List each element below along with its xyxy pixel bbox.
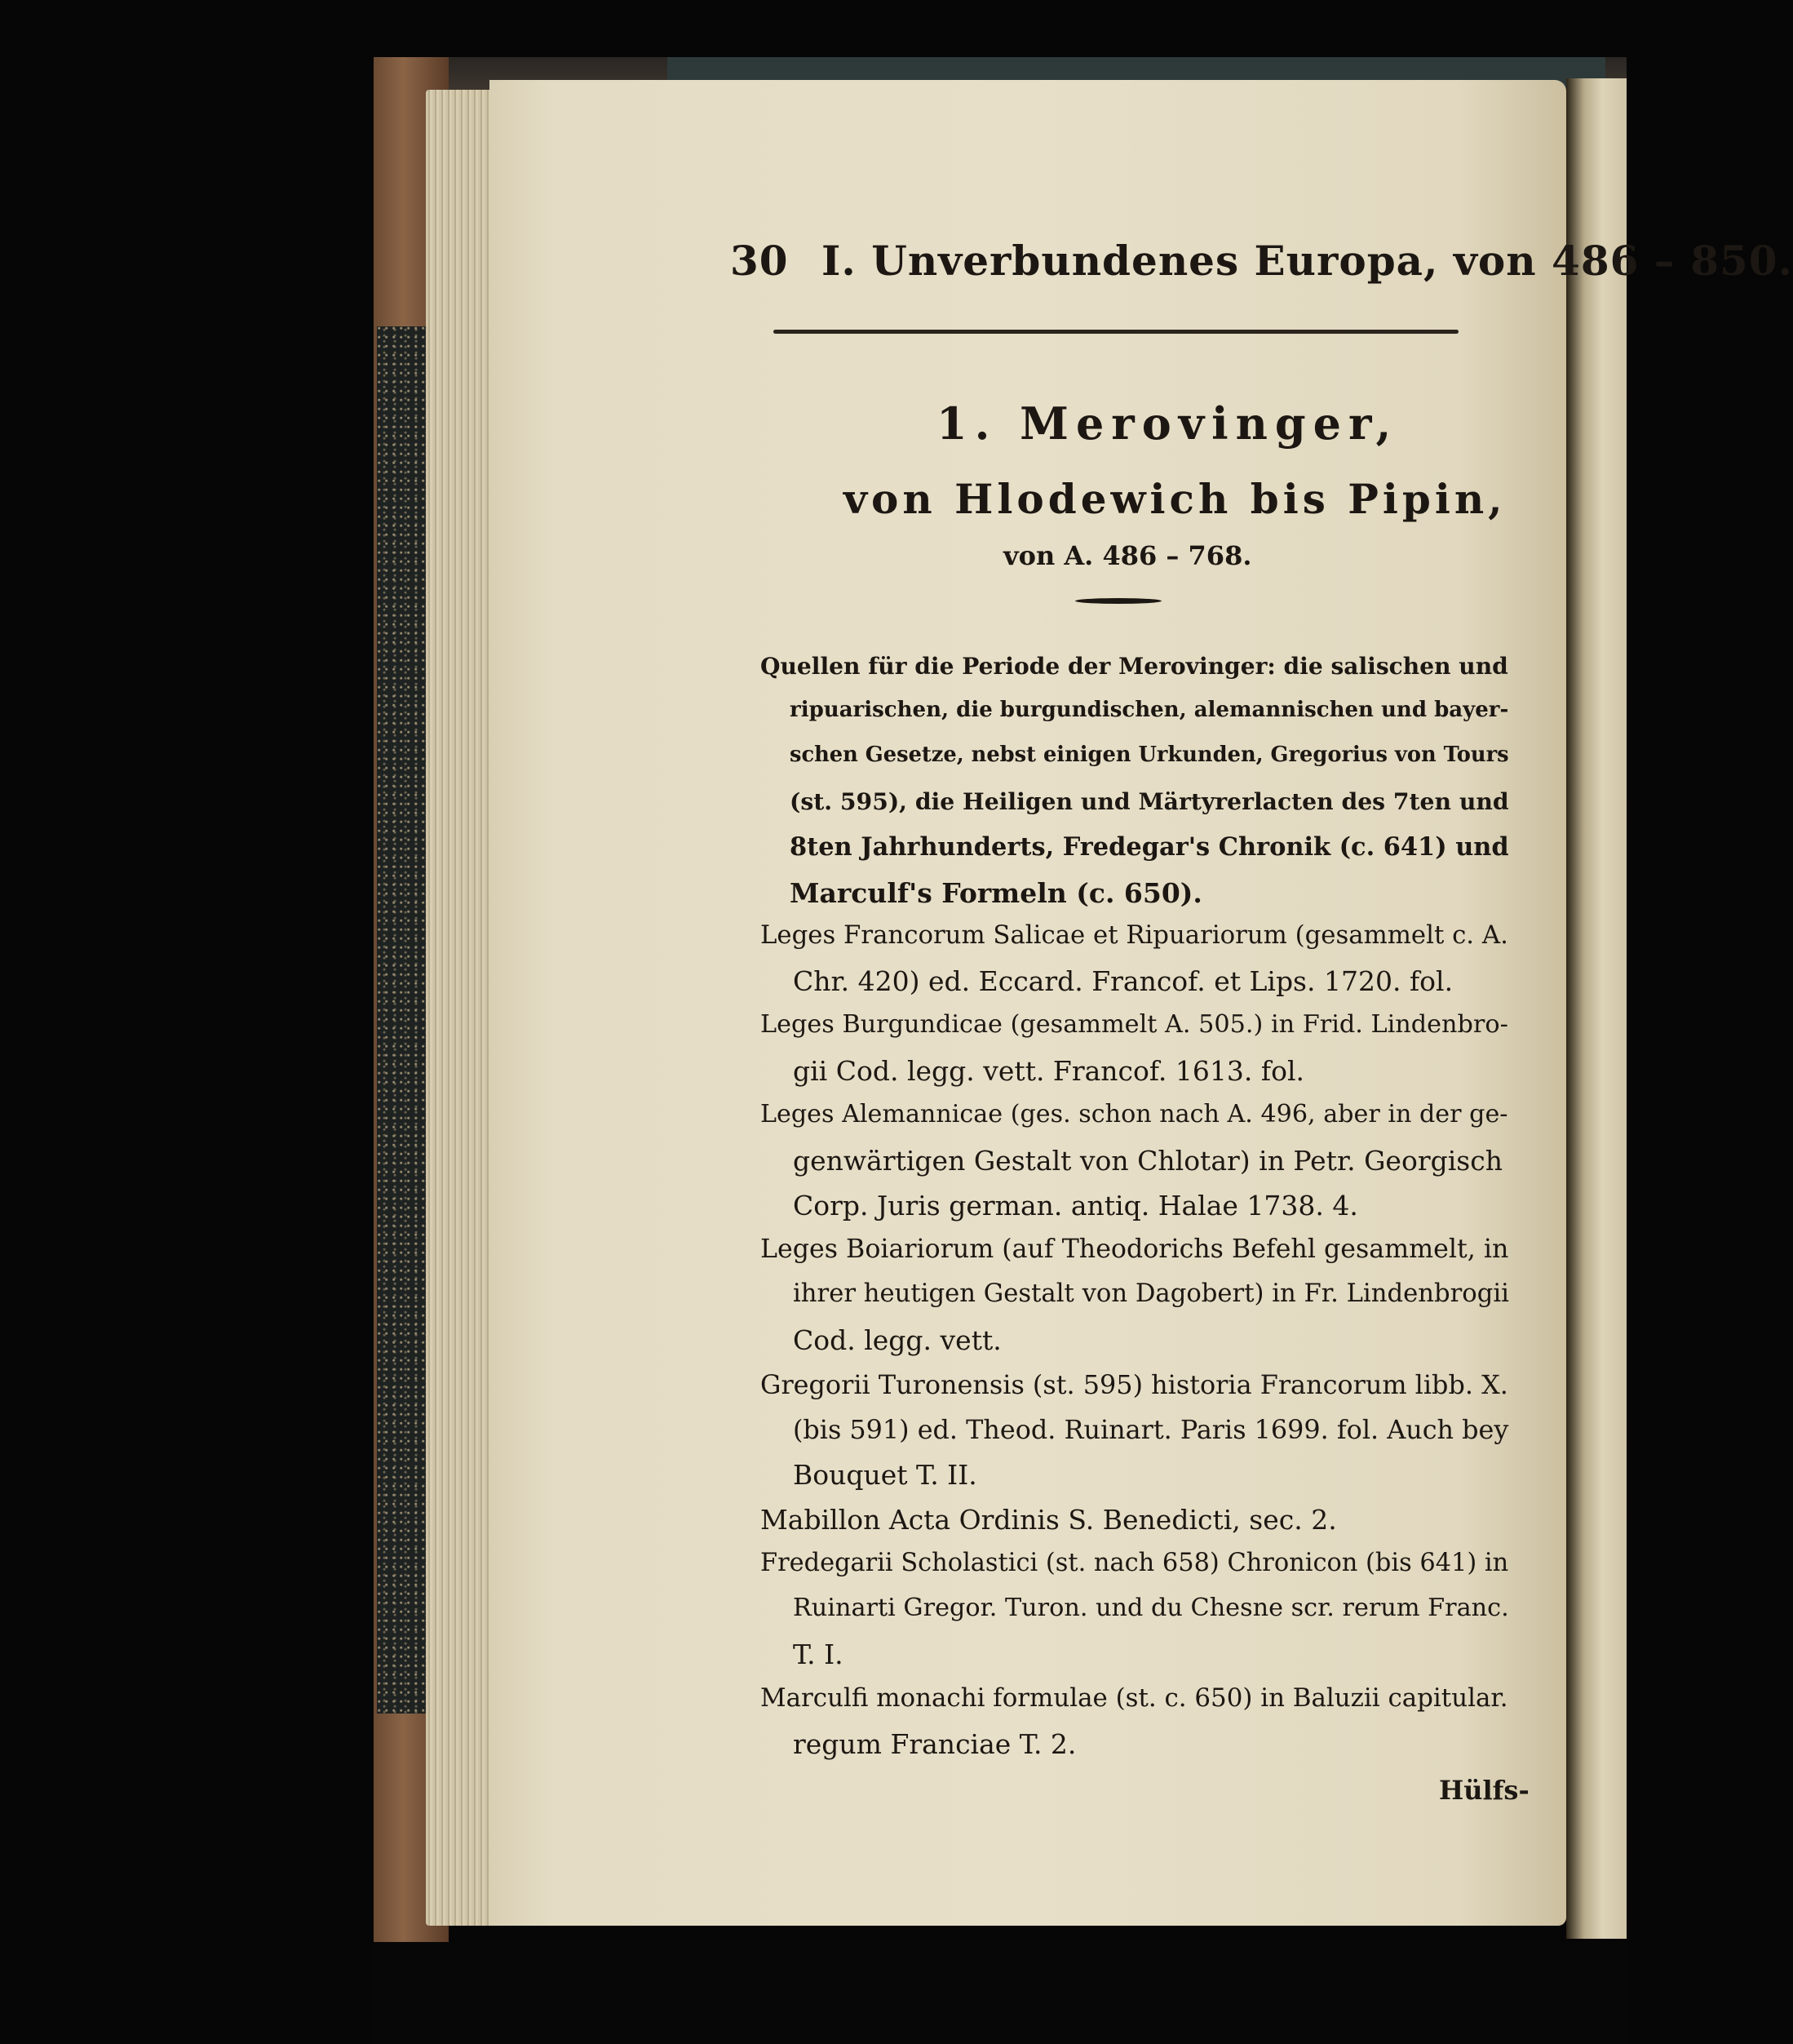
entry-line: Cod. legg. vett. xyxy=(793,1324,1002,1356)
entry-line: Bouquet T. II. xyxy=(793,1459,977,1491)
header-rule xyxy=(773,330,1459,334)
section-title: 1. Merovinger, xyxy=(936,397,1399,450)
entry-line: Ruinarti Gregor. Turon. und du Chesne scr. rerum Franc. xyxy=(793,1594,1509,1622)
background-bottom xyxy=(374,1942,1627,2044)
page-edges xyxy=(426,90,499,1926)
ornamental-dash xyxy=(1075,598,1162,604)
intro-line: ripuarischen, die burgundischen, alemannischen und bayer- xyxy=(790,698,1509,722)
facing-page-edge xyxy=(1566,78,1627,1939)
entry-line: genwärtigen Gestalt von Chlotar) in Petr. Georgisch xyxy=(793,1145,1503,1177)
entry-line: gii Cod. legg. vett. Francof. 1613. fol. xyxy=(793,1055,1304,1087)
entry-line: (bis 591) ed. Theod. Ruinart. Paris 1699. fol. Auch bey xyxy=(793,1414,1509,1445)
entry-line: Corp. Juris german. antiq. Halae 1738. 4. xyxy=(793,1190,1358,1222)
entry-line: regum Franciae T. 2. xyxy=(793,1728,1077,1760)
intro-line: 8ten Jahrhunderts, Fredegar's Chronik (c. 641) und xyxy=(790,832,1509,862)
intro-line: Quellen für die Periode der Merovinger: die salischen und xyxy=(760,653,1508,680)
running-title: I. Unverbundenes Europa, von 486 – 850. xyxy=(821,237,1793,285)
entry-line: ihrer heutigen Gestalt von Dagobert) in Fr. Lindenbrogii xyxy=(793,1279,1509,1308)
entry-line: Marculfi monachi formulae (st. c. 650) in Baluzii capitular. xyxy=(760,1683,1508,1713)
entry-line: Chr. 420) ed. Eccard. Francof. et Lips. 1720. fol. xyxy=(793,965,1454,997)
section-subtitle: von Hlodewich bis Pipin, xyxy=(843,475,1507,523)
entry-line: Leges Francorum Salicae et Ripuariorum (gesammelt c. A. xyxy=(760,920,1508,950)
book-page xyxy=(489,80,1566,1926)
entry-line: Gregorii Turonensis (st. 595) historia Francorum libb. X. xyxy=(760,1369,1508,1400)
intro-line: Marculf's Formeln (c. 650). xyxy=(790,877,1202,909)
entry-line: Mabillon Acta Ordinis S. Benedicti, sec. 2. xyxy=(760,1504,1337,1536)
running-header xyxy=(730,237,1793,285)
catchword: Hülfs- xyxy=(1439,1775,1530,1806)
entry-line: T. I. xyxy=(793,1638,843,1670)
section-dates: von A. 486 – 768. xyxy=(1003,540,1252,571)
entry-line: Leges Burgundicae (gesammelt A. 505.) in Frid. Lindenbro- xyxy=(760,1010,1508,1039)
intro-line: (st. 595), die Heiligen und Märtyrerlacten des 7ten und xyxy=(790,787,1509,815)
entry-line: Leges Alemannicae (ges. schon nach A. 496, aber in der ge- xyxy=(760,1100,1508,1128)
entry-line: Fredegarii Scholastici (st. nach 658) Chronicon (bis 641) in xyxy=(760,1549,1509,1577)
entry-line: Leges Boiariorum (auf Theodorichs Befehl gesammelt, in xyxy=(760,1235,1509,1264)
page-number: 30 xyxy=(730,237,789,285)
intro-line: schen Gesetze, nebst einigen Urkunden, Gregorius von Tours xyxy=(790,743,1509,767)
